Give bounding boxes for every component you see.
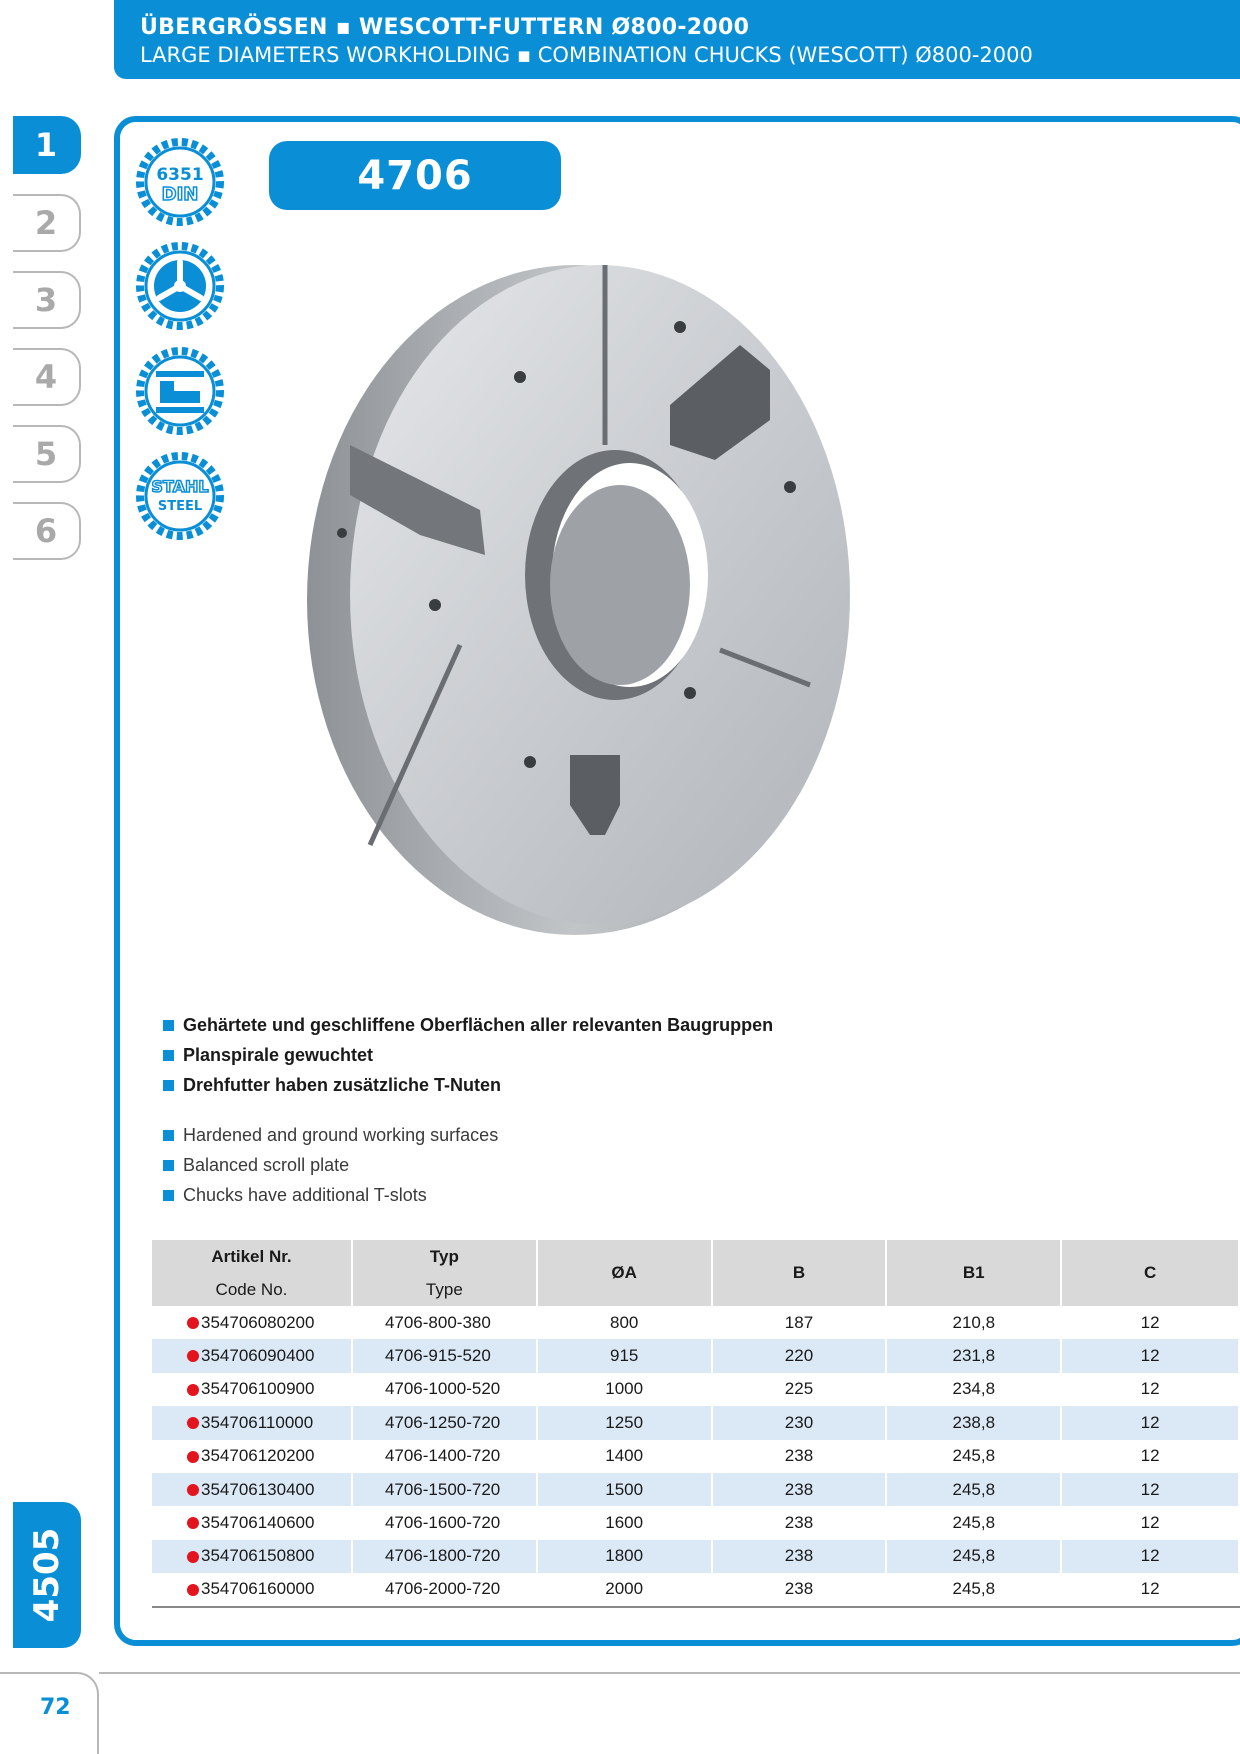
cell-type: 4706-915-520 xyxy=(352,1339,537,1372)
cell-b: 238 xyxy=(712,1440,887,1473)
steel-label: STEEL xyxy=(157,499,203,514)
product-title: 4706 xyxy=(269,141,561,210)
cell-c: 12 xyxy=(1061,1573,1239,1606)
bullet-icon xyxy=(163,1080,174,1091)
stahl-label: STAHL xyxy=(151,477,209,496)
article-code: 354706150800 xyxy=(201,1546,315,1566)
cell-c: 12 xyxy=(1061,1306,1239,1339)
cell-b1: 245,8 xyxy=(886,1473,1061,1506)
cell-b: 238 xyxy=(712,1506,887,1539)
chapter-tab-1[interactable]: 1 xyxy=(13,116,81,174)
product-table xyxy=(152,1240,1240,1608)
bullet-icon xyxy=(163,1160,174,1171)
cell-a: 1800 xyxy=(537,1540,712,1573)
article-code: 354706130400 xyxy=(201,1479,315,1499)
chapter-tab-4[interactable]: 4 xyxy=(13,348,81,406)
cell-a: 1500 xyxy=(537,1473,712,1506)
cell-b1: 245,8 xyxy=(886,1573,1061,1606)
chapter-tab-5[interactable]: 5 xyxy=(13,425,81,483)
bullet-icon xyxy=(163,1050,174,1061)
bullet-icon xyxy=(163,1020,174,1031)
cell-b: 230 xyxy=(712,1406,887,1439)
feature-item: Hardened and ground working surfaces xyxy=(163,1120,498,1150)
cell-type: 4706-1500-720 xyxy=(352,1473,537,1506)
cell-code xyxy=(152,1306,352,1339)
cell-a: 800 xyxy=(537,1306,712,1339)
cell-type: 4706-1250-720 xyxy=(352,1406,537,1439)
header-title-de: ÜBERGRÖSSEN ▪ WESCOTT-FUTTERN Ø800-2000 xyxy=(140,15,750,40)
chapter-tab-2[interactable]: 2 xyxy=(13,194,81,252)
table-row xyxy=(152,1540,1239,1573)
feature-item: Drehfutter haben zusätzliche T-Nuten xyxy=(163,1070,773,1100)
cell-code xyxy=(152,1406,352,1439)
article-code: 354706120200 xyxy=(201,1446,315,1466)
cell-type: 4706-2000-720 xyxy=(352,1573,537,1606)
col-artikel-en: Code No. xyxy=(152,1273,352,1306)
cell-b: 225 xyxy=(712,1373,887,1406)
cell-b1: 238,8 xyxy=(886,1406,1061,1439)
cell-b1: 245,8 xyxy=(886,1440,1061,1473)
combination-chuck-image xyxy=(270,245,860,945)
din-number: 6351 xyxy=(156,165,204,185)
col-b: B xyxy=(712,1240,887,1306)
header-title-en: LARGE DIAMETERS WORKHOLDING ▪ COMBINATION CHUCKS (WESCOTT) Ø800-2000 xyxy=(140,43,1033,67)
cell-b1: 234,8 xyxy=(886,1373,1061,1406)
cell-b1: 231,8 xyxy=(886,1339,1061,1372)
feature-item: Balanced scroll plate xyxy=(163,1150,498,1180)
cell-b: 187 xyxy=(712,1306,887,1339)
stock-indicator-icon xyxy=(187,1484,199,1496)
cell-type: 4706-1600-720 xyxy=(352,1506,537,1539)
din-6351-icon xyxy=(136,138,224,226)
col-typ-de: Typ xyxy=(352,1240,537,1273)
cell-a: 1250 xyxy=(537,1406,712,1439)
cell-c: 12 xyxy=(1061,1339,1239,1372)
cell-a: 915 xyxy=(537,1339,712,1372)
cell-code xyxy=(152,1339,352,1372)
article-code: 354706110000 xyxy=(201,1412,314,1432)
stock-indicator-icon xyxy=(187,1317,199,1329)
col-b1: B1 xyxy=(886,1240,1061,1306)
table-row xyxy=(152,1440,1239,1473)
page-header xyxy=(114,0,1240,79)
stock-indicator-icon xyxy=(187,1551,199,1563)
article-code: 354706090400 xyxy=(201,1346,315,1366)
cell-code xyxy=(152,1573,352,1606)
cell-b1: 245,8 xyxy=(886,1506,1061,1539)
article-code: 354706140600 xyxy=(201,1513,315,1533)
chapter-tab-3[interactable]: 3 xyxy=(13,271,81,329)
page-number: 72 xyxy=(40,1695,71,1720)
cell-b1: 245,8 xyxy=(886,1540,1061,1573)
cell-b: 238 xyxy=(712,1540,887,1573)
table-row xyxy=(152,1339,1239,1372)
bullet-icon xyxy=(163,1190,174,1201)
table-row xyxy=(152,1373,1239,1406)
footer-divider xyxy=(99,1672,1240,1674)
table-row xyxy=(152,1306,1239,1339)
feature-item: Gehärtete und geschliffene Oberflächen aller relevanten Baugruppen xyxy=(163,1010,773,1040)
section-code-tab[interactable] xyxy=(13,1502,81,1648)
cell-a: 1400 xyxy=(537,1440,712,1473)
cell-b1: 210,8 xyxy=(886,1306,1061,1339)
bullet-icon xyxy=(163,1130,174,1141)
cell-c: 12 xyxy=(1061,1406,1239,1439)
cell-code xyxy=(152,1373,352,1406)
stock-indicator-icon xyxy=(187,1384,199,1396)
stock-indicator-icon xyxy=(187,1451,199,1463)
article-code: 354706080200 xyxy=(201,1312,315,1332)
feature-item: Chucks have additional T-slots xyxy=(163,1180,498,1210)
col-artikel-de: Artikel Nr. xyxy=(152,1240,352,1273)
cell-c: 12 xyxy=(1061,1373,1239,1406)
cell-c: 12 xyxy=(1061,1540,1239,1573)
stahl-steel-icon xyxy=(136,452,224,540)
table-row xyxy=(152,1573,1239,1606)
section-code-label: 4505 xyxy=(27,1527,67,1623)
cell-a: 1000 xyxy=(537,1373,712,1406)
article-code: 354706160000 xyxy=(201,1579,315,1599)
col-a: ØA xyxy=(537,1240,712,1306)
table-row xyxy=(152,1506,1239,1539)
jaw-profile-icon xyxy=(136,347,224,435)
feature-list-de xyxy=(163,1010,773,1100)
cell-type: 4706-1400-720 xyxy=(352,1440,537,1473)
feature-list-en xyxy=(163,1120,498,1210)
cell-b: 220 xyxy=(712,1339,887,1372)
cell-a: 2000 xyxy=(537,1573,712,1606)
cell-c: 12 xyxy=(1061,1473,1239,1506)
scroll-chuck-icon xyxy=(136,242,224,330)
cell-code xyxy=(152,1473,352,1506)
table-row xyxy=(152,1406,1239,1439)
cell-code xyxy=(152,1440,352,1473)
table-row xyxy=(152,1473,1239,1506)
col-typ-en: Type xyxy=(352,1273,537,1306)
din-label: DIN xyxy=(161,184,199,205)
cell-type: 4706-1000-520 xyxy=(352,1373,537,1406)
cell-c: 12 xyxy=(1061,1506,1239,1539)
cell-c: 12 xyxy=(1061,1440,1239,1473)
cell-type: 4706-800-380 xyxy=(352,1306,537,1339)
article-code: 354706100900 xyxy=(201,1379,315,1399)
cell-b: 238 xyxy=(712,1573,887,1606)
cell-b: 238 xyxy=(712,1473,887,1506)
cell-type: 4706-1800-720 xyxy=(352,1540,537,1573)
chapter-tab-6[interactable]: 6 xyxy=(13,502,81,560)
col-c: C xyxy=(1061,1240,1239,1306)
cell-code xyxy=(152,1506,352,1539)
cell-code xyxy=(152,1540,352,1573)
feature-item: Planspirale gewuchtet xyxy=(163,1040,773,1070)
cell-a: 1600 xyxy=(537,1506,712,1539)
